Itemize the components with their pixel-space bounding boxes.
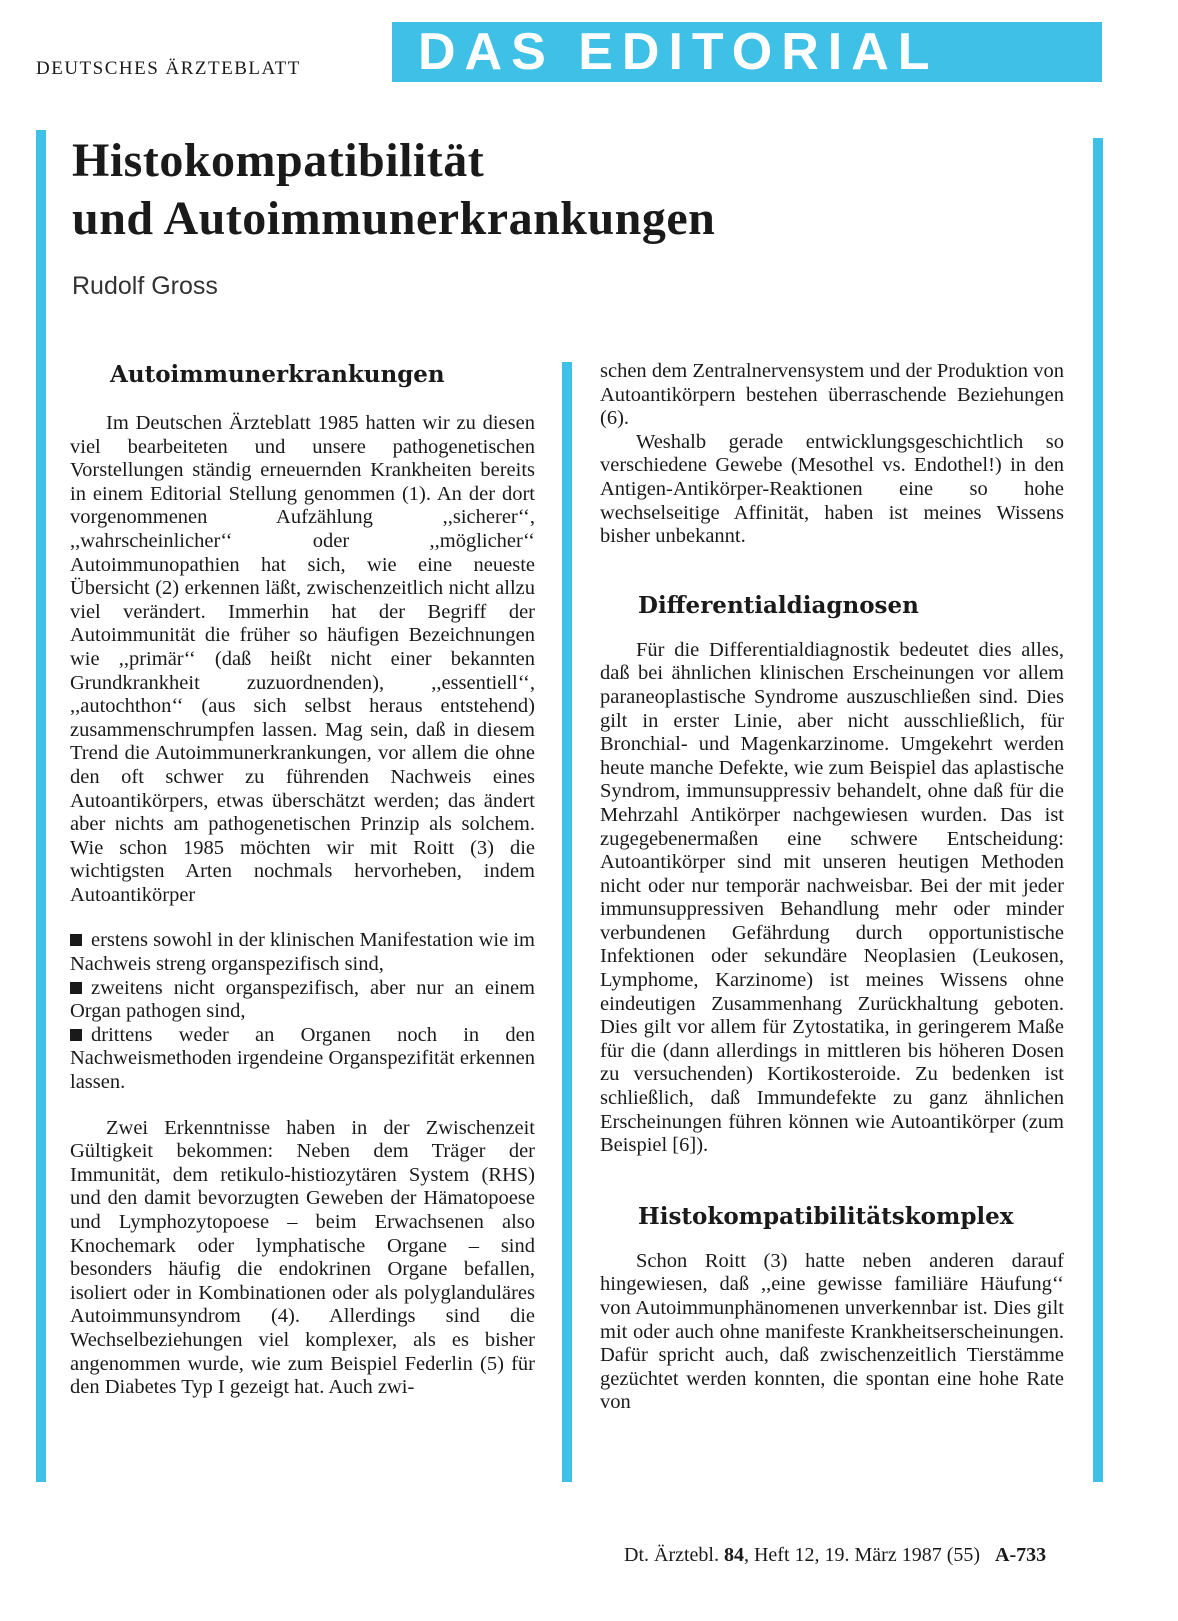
paragraph: schen dem Zentralnervensystem und der Produktion von Autoantikörpern bestehen überraschende Beziehungen (6).: [600, 360, 1064, 430]
section-heading-histokompatibilitaetskomplex: Histokompatibilitätskomplex: [638, 1202, 1014, 1230]
article-title: [72, 132, 715, 248]
page-footer: [624, 1544, 1046, 1567]
bullet-square-icon: [70, 934, 82, 946]
accent-bar-right: [1093, 138, 1103, 1482]
title-line-1: Histokompatibilität: [72, 134, 485, 187]
column-left: [70, 360, 535, 1400]
article-author: Rudolf Gross: [72, 272, 218, 300]
citation-prefix: Dt. Ärztebl.: [624, 1544, 719, 1566]
paragraph: Weshalb gerade entwicklungsgeschichtlich so verschiedene Gewebe (Mesothel vs. Endothel!) in den Antigen-Antikörper-Reaktionen eine so hohe wechselseitige Affinität, haben ist meines Wissens bisher unbekannt.: [600, 430, 1064, 548]
paragraph: Im Deutschen Ärzteblatt 1985 hatten wir zu diesen viel bearbeiteten und unsere pathogenetischen Vorstellungen ständig erneuernden Krankheiten bereits in einem Editorial Stellung genommen (1). An der dort vorgenommenen Aufzählung ,,sicherer‘‘, ,,wahrscheinlicher‘‘ oder ,,möglicher‘‘ Autoimmunopathien hat sich, wie eine neueste Übersicht (2) erkennen läßt, zwischenzeitlich nicht allzu viel verändert. Immerhin hat der Begriff der Autoimmunität die früher so häufigen Bezeichnungen wie ,,primär‘‘ (daß heißt nicht einer bekannten Grundkrankheit zuzuordnenden), ,,essentiell‘‘, ,,autochthon‘‘ (aus sich selbst heraus entstehend) zusammenschrumpfen lassen. Mag sein, daß in diesem Trend die Autoimmunerkrankungen, vor allem die ohne den oft schwer zu führenden Nachweis eines Autoantikörpers, etwas überschätzt werden; das ändert aber nichts am pathogenetischen Prinzip als solchem. Wie schon 1985 möchten wir mit Roitt (3) die wichtigsten Arten nochmals hervorheben, indem Autoantikörper: [70, 412, 535, 906]
bullet-square-icon: [70, 982, 82, 994]
paragraph: Schon Roitt (3) hatte neben anderen darauf hingewiesen, daß ,,eine gewisse familiäre Häufung‘‘ von Autoimmunphänomenen unverkennbar ist. Dies gilt mit oder auch ohne manifeste Krankheitserscheinungen. Dafür spricht auch, daß zwischenzeitlich Tierstämme gezüchtet werden konnten, die spontan eine hohe Rate von: [600, 1249, 1064, 1414]
citation-volume: 84: [723, 1544, 744, 1566]
list-item-text: zweitens nicht organspezifisch, aber nur an einem Organ pathogen sind,: [70, 976, 535, 1023]
paragraph: Zwei Erkenntnisse haben in der Zwischenzeit Gültigkeit bekommen: Neben dem Träger der Immunität, dem retikulo-histiozytären System (RHS) und den damit bevorzugten Geweben der Hämatopoese und Lymphozytopoese – beim Erwachsenen also Knochemark oder lymphatische Organe – sind besonders häufig die endokrinen Organe befallen, isoliert oder in Kombinationen oder als polyglanduläres Autoimmunsyndrom (4). Allerdings sind die Wechselbeziehungen viel komplexer, als es bisher angenommen wurde, wie zum Beispiel Federlin (5) für den Diabetes Typ I gezeigt hat. Auch zwi-: [70, 1116, 535, 1399]
list-item: [70, 977, 535, 1024]
list-item: [70, 929, 535, 976]
column-right: [600, 360, 1064, 1415]
citation-rest: , Heft 12, 19. März 1987 (55): [743, 1544, 981, 1566]
list-item-text: erstens sowohl in der klinischen Manifestation wie im Nachweis streng organspezifisch sind,: [70, 929, 535, 976]
section-banner: DAS EDITORIAL: [392, 22, 1102, 82]
accent-bar-middle: [562, 362, 572, 1482]
section-heading-differentialdiagnosen: Differentialdiagnosen: [638, 591, 919, 619]
section-heading-autoimmunerkrankungen: Autoimmunerkrankungen: [110, 361, 445, 388]
accent-bar-left: [36, 130, 46, 1482]
list-item: [70, 1024, 535, 1095]
bullet-square-icon: [70, 1029, 82, 1041]
title-line-2: und Autoimmunerkrankungen: [72, 192, 716, 245]
page-number: A-733: [995, 1544, 1047, 1566]
list-item-text: drittens weder an Organen noch in den Nachweismethoden irgendeine Organspezifität erkennen lassen.: [70, 1023, 535, 1094]
paragraph: Für die Differentialdiagnostik bedeutet dies alles, daß bei ähnlichen klinischen Erscheinungen vor allem paraneoplastische Syndrome auszuschließen sind. Dies gilt in erster Linie, aber nicht ausschließlich, für Bronchial- und Magenkarzinome. Umgekehrt werden heute manche Defekte, wie zum Beispiel das aplastische Syndrom, immunsuppressiv behandelt, ohne daß für die Mehrzahl Antikörper nachgewiesen wurden. Das ist zugegebenermaßen eine schwere Entscheidung: Autoantikörper sind mit unseren heutigen Methoden nicht oder nur temporär nachweisbar. Bei der mit jeder immunsuppressiven Behandlung mehr oder minder verbundenen Gefährdung durch opportunistische Infektionen oder sekundäre Neoplasien (Leukosen, Lymphome, Karzinome) ist meines Wissens ohne eindeutigen Zusammenhang Zurückhaltung geboten. Dies gilt vor allem für Zytostatika, in geringerem Maße für die (dann allerdings in mittleren bis höheren Dosen zu versuchenden) Kortikosteroide. Zu bedenken ist schließlich, daß Immundefekte zu ganz ähnlichen Erscheinungen führen können wie Autoantikörper (zum Beispiel [6]).: [600, 638, 1064, 1157]
journal-name: DEUTSCHES ÄRZTEBLATT: [36, 58, 301, 79]
